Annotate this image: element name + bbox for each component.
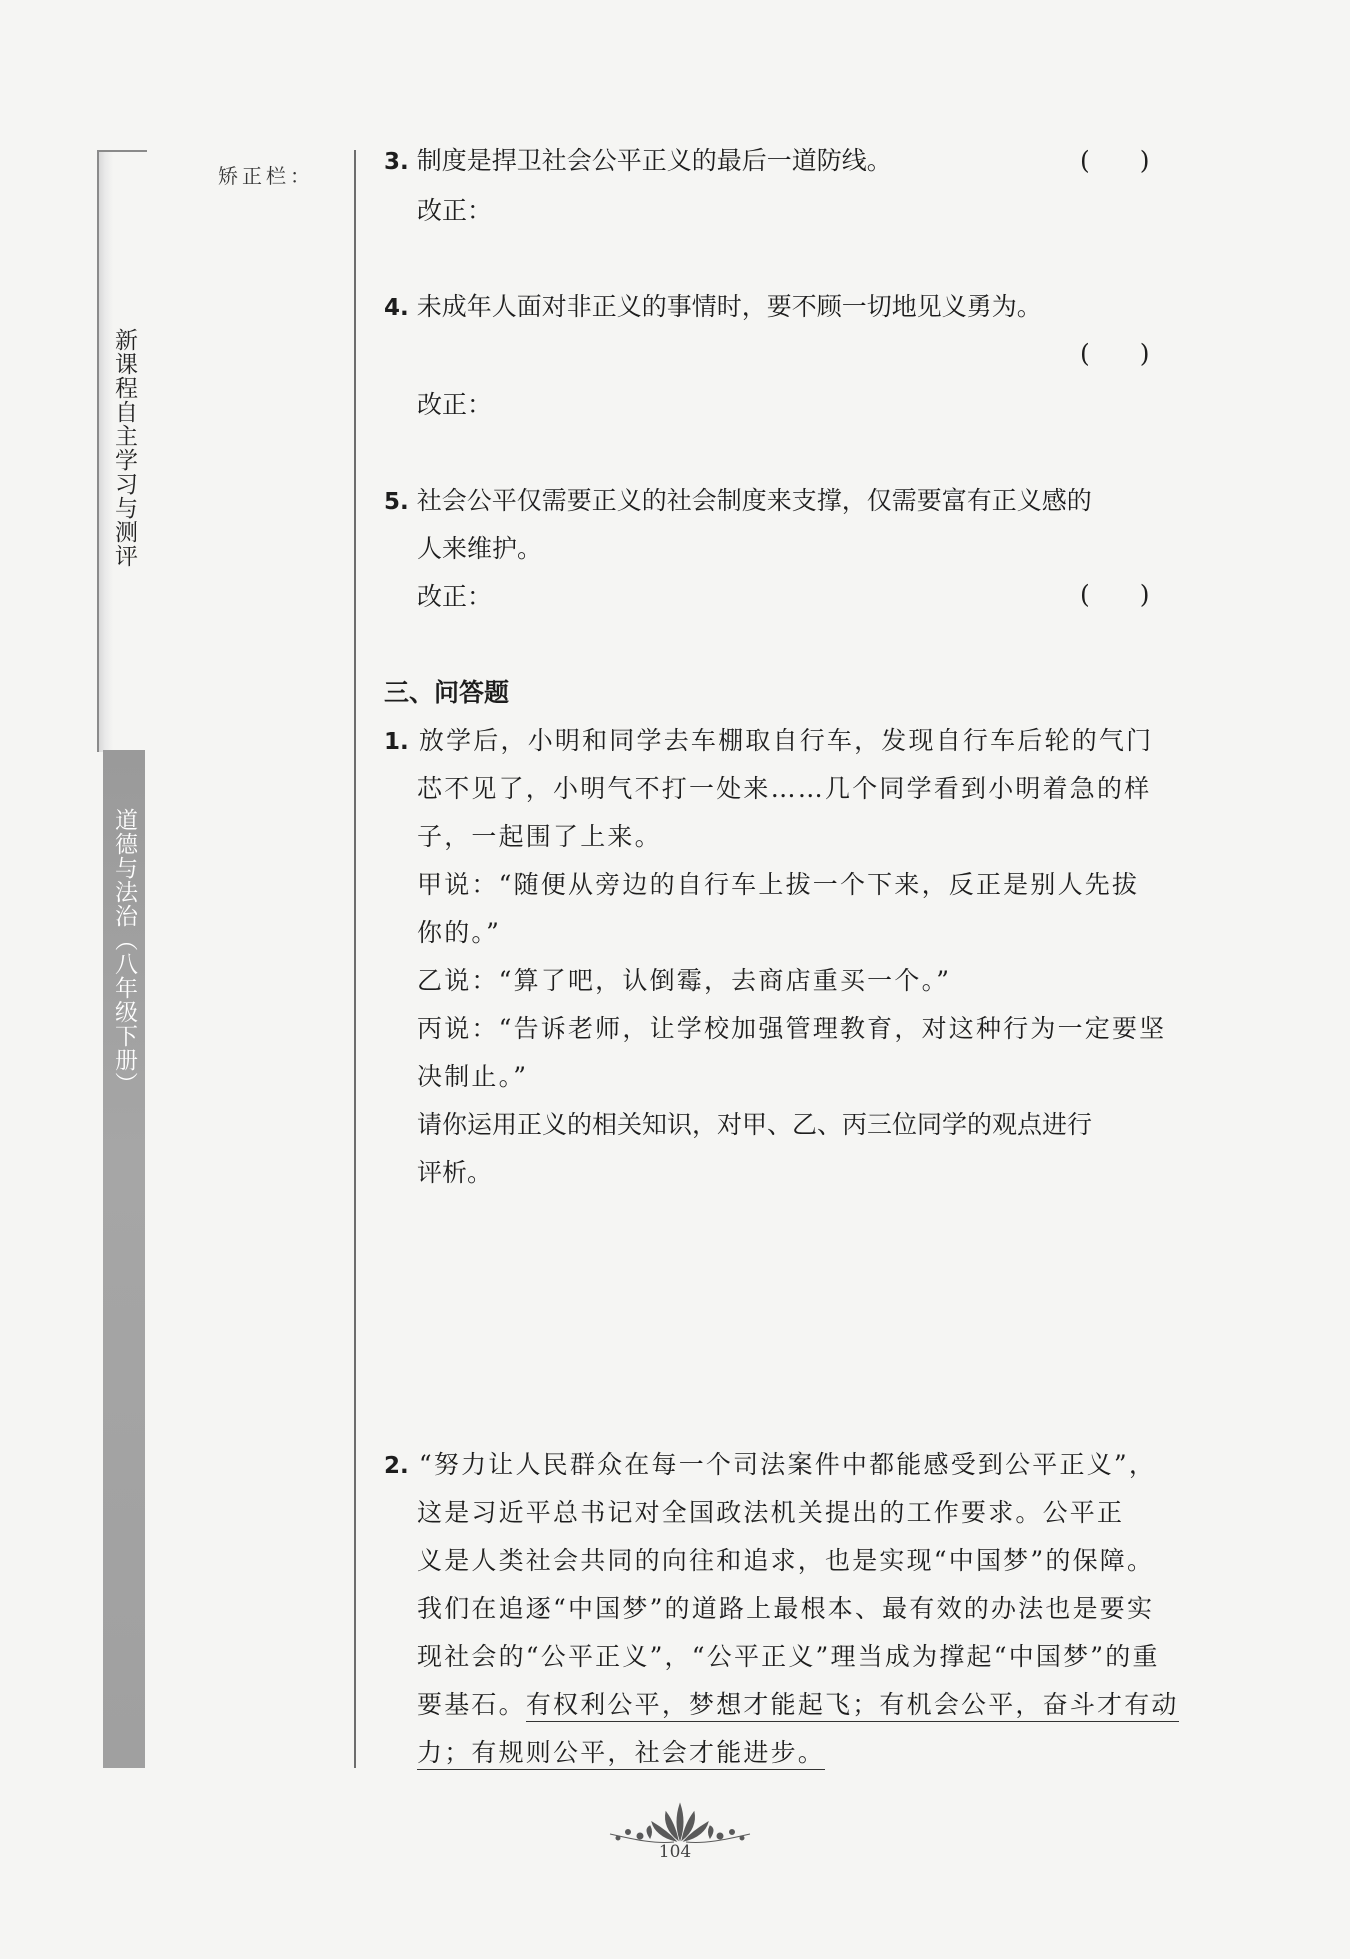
question-text-line: 请你运用正义的相关知识，对甲、乙、丙三位同学的观点进行 [417, 1110, 1093, 1139]
question-1 [384, 726, 1153, 757]
question-text-line: 评析。 [417, 1158, 493, 1187]
section-title: 三、问答题 [384, 678, 510, 707]
question-text: 制度是捍卫社会公平正义的最后一道防线。 [416, 146, 892, 175]
correction-prompt: 改正： [417, 196, 493, 225]
underlined-quote: 力；有规则公平，社会才能进步。 [417, 1738, 825, 1770]
question-text-line: 这是习近平总书记对全国政法机关提出的工作要求。公平正 [417, 1498, 1125, 1527]
question-number: 4. [384, 295, 409, 321]
answer-parentheses: ( ) [1080, 339, 1150, 368]
question-text: 未成年人面对非正义的事情时，要不顾一切地见义勇为。 [416, 292, 1042, 321]
question-number: 5. [384, 489, 409, 515]
question-number: 1. [384, 729, 409, 755]
question-text-line: 现社会的“公平正义”，“公平正义”理当成为撑起“中国梦”的重 [417, 1642, 1160, 1671]
question-text-continued: 人来维护。 [417, 534, 543, 563]
question-text-line: 我们在追逐“中国梦”的道路上最根本、最有效的办法也是要实 [417, 1594, 1155, 1623]
question-text-line: 义是人类社会共同的向往和追求，也是实现“中国梦”的保障。 [417, 1546, 1155, 1575]
question-text: 放学后，小明和同学去车棚取自行车，发现自行车后轮的气门 [418, 726, 1154, 755]
underlined-quote: 有权利公平，梦想才能起飞；有机会公平，奋斗才有动 [526, 1690, 1179, 1722]
question-number: 2. [384, 1453, 409, 1479]
question-text-line: 你的。” [417, 918, 502, 947]
question-text-line: 芯不见了，小明气不打一处来……几个同学看到小明着急的样 [417, 774, 1152, 803]
question-text-plain: 要基石。 [417, 1690, 526, 1719]
question-text-line: 决制止。” [417, 1062, 529, 1091]
question-3 [384, 146, 892, 177]
correction-column-label: 矫正栏： [218, 164, 314, 188]
question-text-line: 乙说：“算了吧，认倒霉，去商店重买一个。” [417, 966, 952, 995]
question-text: “努力让人民群众在每一个司法案件中都能感受到公平正义”， [418, 1450, 1157, 1479]
page-number: 104 [658, 1842, 692, 1862]
answer-parentheses: ( ) [1080, 146, 1150, 175]
question-text: 社会公平仅需要正义的社会制度来支撑，仅需要富有正义感的 [416, 486, 1092, 515]
question-text-line [417, 1690, 1179, 1720]
answer-parentheses: ( ) [1080, 580, 1150, 609]
subject-title: 道德与法治（八年级下册） [111, 808, 137, 1096]
question-number: 3. [384, 149, 409, 175]
series-title: 新课程自主学习与测评 [111, 328, 137, 568]
correction-column-divider [354, 150, 356, 1768]
correction-prompt: 改正： [417, 582, 493, 611]
question-text-line: 甲说：“随便从旁边的自行车上拔一个下来，反正是别人先拔 [417, 870, 1140, 899]
question-text-line [417, 1738, 825, 1768]
question-text-line: 子，一起围了上来。 [417, 822, 662, 851]
question-text-line: 丙说：“告诉老师，让学校加强管理教育，对这种行为一定要坚 [417, 1014, 1167, 1043]
correction-prompt: 改正： [417, 390, 493, 419]
question-5 [384, 486, 1092, 517]
question-4 [384, 292, 1042, 323]
floral-ornament-icon [600, 1798, 760, 1848]
question-2 [384, 1450, 1156, 1481]
